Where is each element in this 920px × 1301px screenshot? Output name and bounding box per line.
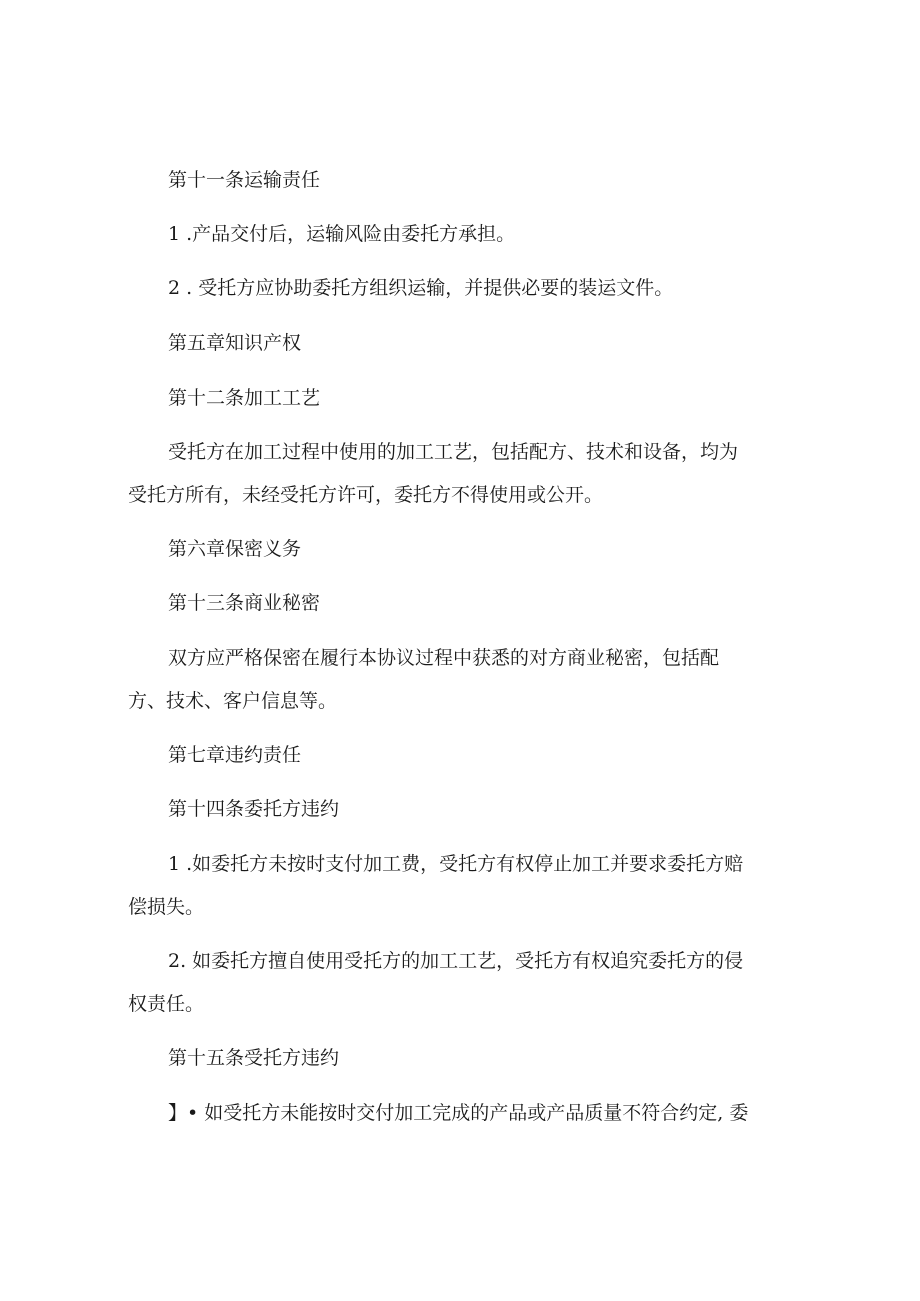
article-14-clause-2-line-1: 2. 如委托方擅自使用受托方的加工工艺，受托方有权追究委托方的侵 [168, 950, 744, 972]
article-11-heading: 第十一条运输责任 [168, 169, 321, 191]
chapter-5-heading: 第五章知识产权 [168, 332, 302, 354]
article-12-paragraph-line-1: 受托方在加工过程中使用的加工工艺，包括配方、技术和设备，均为 [168, 441, 739, 463]
article-11-clause-2: 2 . 受托方应协助委托方组织运输，并提供必要的装运文件。 [168, 277, 674, 299]
article-13-paragraph-line-1: 双方应严格保密在履行本协议过程中获悉的对方商业秘密，包括配 [168, 647, 720, 669]
article-14-clause-2-line-2: 权责任。 [128, 993, 205, 1015]
article-14-clause-1-line-2: 偿损失。 [128, 896, 205, 918]
chapter-7-heading: 第七章违约责任 [168, 744, 302, 766]
article-13-paragraph-line-2: 方、技术、客户信息等。 [128, 690, 338, 712]
article-12-paragraph-line-2: 受托方所有，未经受托方许可，委托方不得使用或公开。 [128, 484, 604, 506]
chapter-6-heading: 第六章保密义务 [168, 538, 302, 560]
article-12-heading: 第十二条加工工艺 [168, 387, 321, 409]
article-11-clause-1: 1 .产品交付后，运输风险由委托方承担。 [168, 223, 516, 245]
article-15-heading: 第十五条受托方违约 [168, 1047, 340, 1069]
article-14-clause-1-line-1: 1 .如委托方未按时支付加工费，受托方有权停止加工并要求委托方赔 [168, 853, 744, 875]
article-15-clause-1-line-1: 】• 如受托方未能按时交付加工完成的产品或产品质量不符合约定, 委 [168, 1102, 749, 1124]
article-13-heading: 第十三条商业秘密 [168, 592, 321, 614]
article-14-heading: 第十四条委托方违约 [168, 798, 340, 820]
